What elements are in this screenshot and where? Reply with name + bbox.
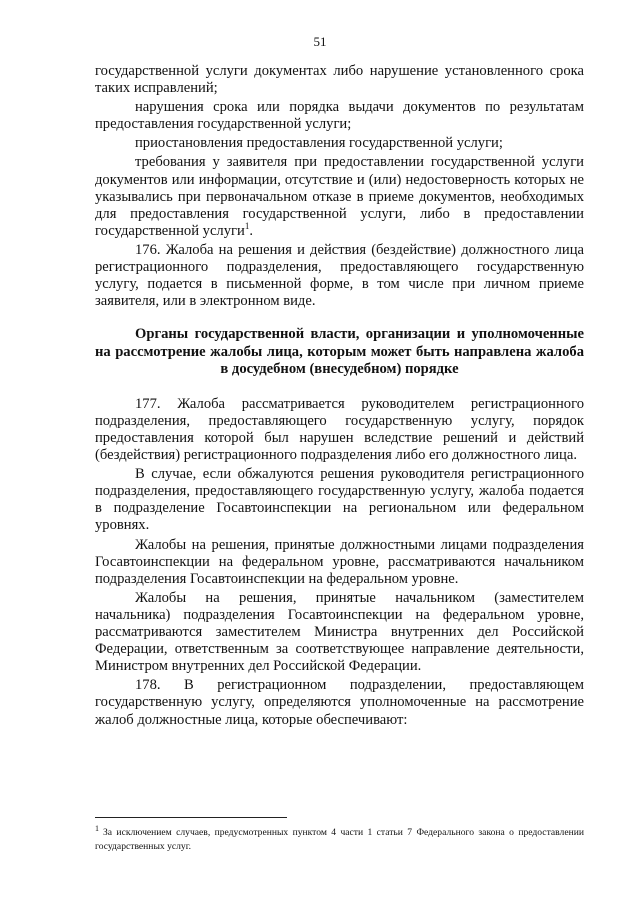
paragraph: Жалобы на решения, принятые начальником (заместителем начальника) подразделения Госавтоинспекции на федеральном уровне, рассматриваются заместителем Министра внутренних дел Российской Федерации, ответственным за соответствующее направление деятельности, Министром внутренних дел Российской Федерации. [95, 589, 584, 675]
paragraph-with-footnote [95, 154, 584, 239]
paragraph: нарушения срока или порядка выдачи документов по результатам предоставления государственной услуги; [95, 99, 584, 133]
footnote-text: За исключением случаев, предусмотренных пунктом 4 части 1 статьи 7 Федерального закона о предоставлении государственных услуг. [95, 827, 584, 852]
footnote [95, 823, 584, 854]
footnote-divider [95, 817, 287, 818]
page-number: 51 [313, 34, 327, 49]
paragraph: Жалобы на решения, принятые должностными лицами подразделения Госавтоинспекции на федеральном уровне, рассматриваются начальником подразделения Госавтоинспекции на федеральном уровне. [95, 536, 584, 587]
footnote-mark: 1 [95, 823, 99, 833]
paragraph: 177. Жалоба рассматривается руководителем регистрационного подразделения, предоставляющего государственную услугу, порядок предоставления которой был нарушен вследствие решений и действий (бездействия) регистрационного подразделения либо его должностного лица. [95, 395, 584, 464]
paragraph-end: . [249, 222, 253, 239]
paragraph: государственной услуги документах либо нарушение установленного срока таких исправлений; [95, 63, 584, 97]
document-body [95, 63, 584, 729]
paragraph: 176. Жалоба на решения и действия (бездействие) должностного лица регистрационного подразделения, предоставляющего государственную услугу, подается в письменной форме, в том числе при личном приеме заявителя, или в электронном виде. [95, 241, 584, 310]
paragraph: В случае, если обжалуются решения руководителя регистрационного подразделения, предоставляющего государственную услугу, жалоба подается в подразделение Госавтоинспекции на региональном или федеральном уровнях. [95, 466, 584, 534]
paragraph: 178. В регистрационном подразделении, предоставляющем государственную услугу, определяются уполномоченные на рассмотрение жалоб должностные лица, которые обеспечивают: [95, 677, 584, 728]
paragraph: приостановления предоставления государственной услуги; [135, 135, 503, 152]
section-heading: Органы государственной власти, организации и уполномоченные на рассмотрение жалобы лица, которым может быть направлена жалоба в досудебном (внесудебном) порядке [95, 326, 584, 378]
footnote-reference: 1 [244, 220, 250, 231]
paragraph-text: требования у заявителя при предоставлении государственной услуги документов или информации, отсутствие и (или) недостоверность которых не указывались при первоначальном отказе в приеме документов, необходимых для предоставления государственной услуги, либо в предоставлении государственной услуги [95, 154, 584, 239]
